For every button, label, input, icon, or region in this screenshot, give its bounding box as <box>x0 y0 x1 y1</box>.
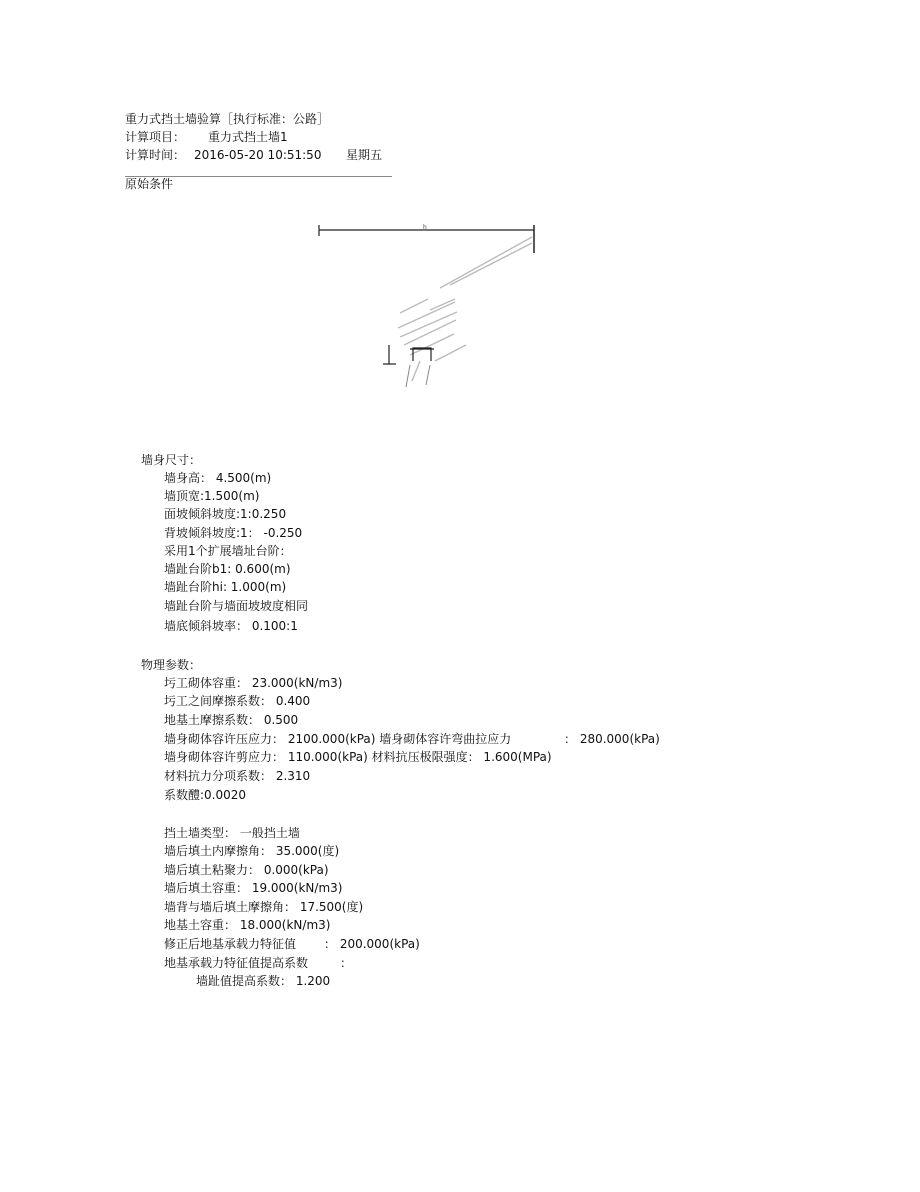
toe-step-hi: 墙趾台阶hi: 1.000(m) <box>164 580 287 594</box>
figure-label: h <box>423 224 427 231</box>
backfill-hatching <box>398 237 532 381</box>
toe-raise-factor: 墙趾值提高系数： 1.200 <box>196 974 331 988</box>
project-label: 计算项目： <box>125 130 186 144</box>
project-value: 重力式挡土墙1 <box>208 130 288 144</box>
time-value: 2016-05-20 10:51:50 <box>194 148 322 162</box>
backfill-cohesion: 墙后填土粘聚力： 0.000(kPa) <box>164 863 329 877</box>
coefficient: 系数醴:0.0020 <box>164 788 247 802</box>
foundation-unit-weight: 地基土容重： 18.000(kN/m3) <box>164 918 331 932</box>
wall-height: 墙身高： 4.500(m) <box>164 471 272 485</box>
bearing-capacity-value: ： 200.000(kPa) <box>324 937 420 951</box>
foundation-friction: 地基土摩擦系数： 0.500 <box>164 713 299 727</box>
toe-step-count: 采用1个扩展墙址台阶： <box>164 544 292 558</box>
wall-type: 挡土墙类型： 一般挡土墙 <box>164 826 300 840</box>
wall-foot <box>406 365 430 387</box>
toe-step-b1: 墙趾台阶b1: 0.600(m) <box>164 562 291 576</box>
face-slope: 面坡倾斜坡度:1:0.250 <box>164 507 287 521</box>
bearing-raise-colon: ： <box>340 956 353 970</box>
allowable-bending-stress-value: ： 280.000(kPa) <box>564 732 660 746</box>
back-slope: 背坡倾斜坡度:1： -0.250 <box>164 526 303 540</box>
allowable-shear-stress: 墙身砌体容许剪应力： 110.000(kPa) 材料抗压极限强度： 1.600(MPa) <box>164 750 552 764</box>
doc-title: 重力式挡土墙验算［执行标准：公路］ <box>125 112 330 126</box>
wall-top-width: 墙顶宽:1.500(m) <box>164 489 260 503</box>
retaining-wall-diagram <box>300 215 560 395</box>
weekday: 星期五 <box>346 148 383 162</box>
bearing-capacity-label: 修正后地基承载力特征值 <box>164 937 297 951</box>
time-label: 计算时间： <box>125 148 186 162</box>
wall-toe <box>383 345 434 364</box>
section-title: 原始条件 <box>125 177 174 191</box>
physical-params-heading: 物理参数： <box>141 658 202 672</box>
bearing-raise-label: 地基承载力特征值提高系数 <box>164 956 309 970</box>
masonry-friction: 圬工之间摩擦系数： 0.400 <box>164 694 311 708</box>
backfill-friction-angle: 墙后填土内摩擦角： 35.000(度) <box>164 844 340 858</box>
toe-step-slope-note: 墙趾台阶与墙面坡坡度相同 <box>164 599 309 613</box>
wall-dimensions-heading: 墙身尺寸： <box>141 453 202 467</box>
base-slope: 墙底倾斜坡率： 0.100:1 <box>164 619 298 633</box>
allowable-compressive-stress: 墙身砌体容许压应力： 2100.000(kPa) 墙身砌体容许弯曲拉应力 <box>164 732 512 746</box>
backfill-unit-weight: 墙后填土容重： 19.000(kN/m3) <box>164 881 343 895</box>
masonry-unit-weight: 圬工砌体容重： 23.000(kN/m3) <box>164 676 343 690</box>
material-factor: 材料抗力分项系数： 2.310 <box>164 769 311 783</box>
wall-backfill-friction: 墙背与墙后填土摩擦角： 17.500(度) <box>164 900 364 914</box>
